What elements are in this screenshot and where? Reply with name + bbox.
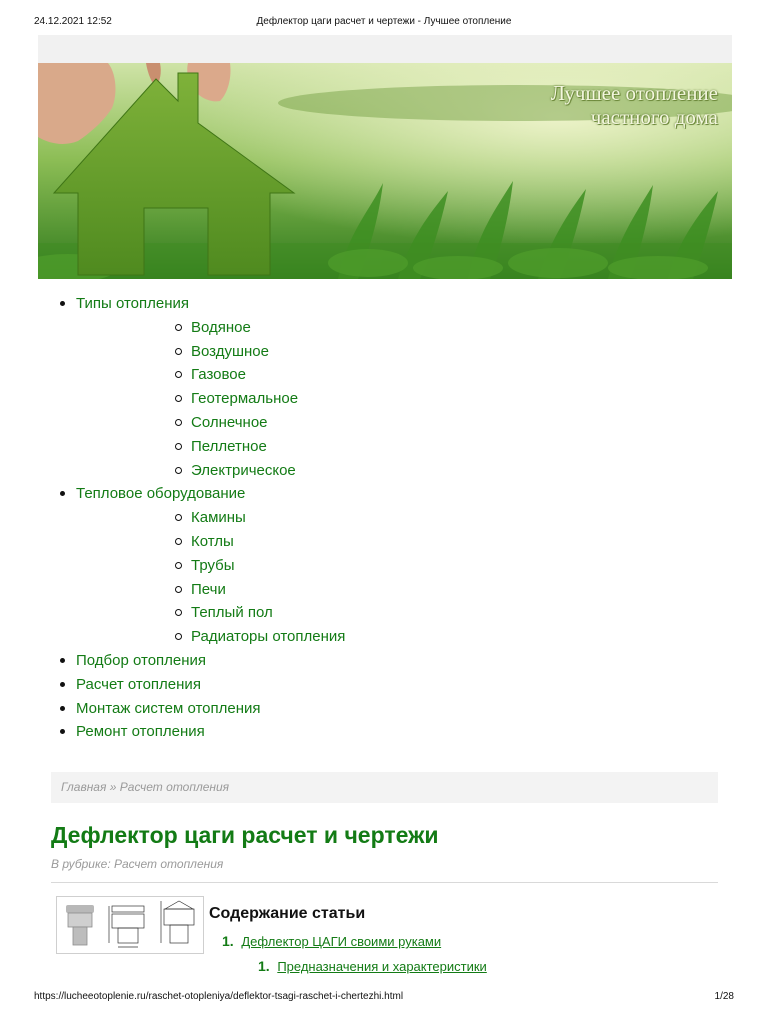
submenu-item xyxy=(76,435,768,459)
circle-bullet-icon xyxy=(175,467,182,474)
circle-bullet-icon xyxy=(175,562,182,569)
submenu-link-gas[interactable]: Газовое xyxy=(191,366,246,384)
article-thumbnail[interactable] xyxy=(56,896,204,954)
submenu-item xyxy=(76,459,768,483)
article-rubric xyxy=(51,857,223,871)
banner-title xyxy=(551,81,718,129)
bullet-icon xyxy=(60,682,65,687)
circle-bullet-icon xyxy=(175,514,182,521)
print-footer xyxy=(34,991,734,1005)
circle-bullet-icon xyxy=(175,324,182,331)
circle-bullet-icon xyxy=(175,443,182,450)
submenu-link-boilers[interactable]: Котлы xyxy=(191,532,234,550)
bullet-icon xyxy=(60,706,65,711)
rubric-prefix: В рубрике: xyxy=(51,857,111,871)
submenu-item xyxy=(76,316,768,340)
menu-item-types xyxy=(0,292,768,482)
print-page-number: 1/28 xyxy=(714,991,734,1002)
submenu-item xyxy=(76,625,768,649)
submenu-link-fireplaces[interactable]: Камины xyxy=(191,509,246,527)
menu-link-equipment[interactable]: Тепловое оборудование xyxy=(76,485,246,503)
circle-bullet-icon xyxy=(175,586,182,593)
circle-bullet-icon xyxy=(175,609,182,616)
print-header xyxy=(34,16,734,30)
submenu-item xyxy=(76,578,768,602)
circle-bullet-icon xyxy=(175,371,182,378)
submenu-item xyxy=(76,530,768,554)
top-bar xyxy=(38,35,732,63)
rubric-link[interactable]: Расчет отопления xyxy=(114,857,224,871)
bullet-icon xyxy=(60,491,65,496)
toc-title: Содержание статьи xyxy=(209,905,366,922)
header-banner[interactable] xyxy=(38,63,732,279)
divider xyxy=(51,882,718,883)
submenu-item xyxy=(76,601,768,625)
circle-bullet-icon xyxy=(175,538,182,545)
print-date: 24.12.2021 12:52 xyxy=(34,16,112,27)
menu-link-installation[interactable]: Монтаж систем отопления xyxy=(76,699,261,717)
submenu-link-radiators[interactable]: Радиаторы отопления xyxy=(191,628,346,646)
print-url: https://lucheeotoplenie.ru/raschet-otopleniya/deflektor-tsagi-raschet-i-chertezhi.html xyxy=(34,991,404,1002)
breadcrumb xyxy=(51,772,718,803)
toc-item xyxy=(222,933,441,949)
submenu-link-geothermal[interactable]: Геотермальное xyxy=(191,390,299,408)
page-title: Дефлектор цаги расчет и чертежи xyxy=(51,822,439,848)
submenu-link-stoves[interactable]: Печи xyxy=(191,580,226,598)
submenu-item xyxy=(76,387,768,411)
main-menu xyxy=(0,292,768,744)
submenu-link-pellet[interactable]: Пеллетное xyxy=(191,437,267,455)
bullet-icon xyxy=(60,658,65,663)
deflector-drawing-image xyxy=(57,897,203,953)
menu-item-repair xyxy=(0,720,768,744)
breadcrumb-current[interactable]: Расчет отопления xyxy=(119,780,230,794)
print-title: Дефлектор цаги расчет и чертежи - Лучшее отопление xyxy=(256,16,512,27)
menu-link-types[interactable]: Типы отопления xyxy=(76,295,190,312)
menu-item-calculation xyxy=(0,673,768,697)
circle-bullet-icon xyxy=(175,633,182,640)
submenu-item xyxy=(76,363,768,387)
breadcrumb-home[interactable]: Главная xyxy=(61,780,107,794)
toc-subitem xyxy=(258,958,487,974)
submenu-link-warm-floor[interactable]: Теплый пол xyxy=(191,604,273,622)
submenu-item xyxy=(76,554,768,578)
circle-bullet-icon xyxy=(175,395,182,402)
toc-item-number: 1. xyxy=(222,933,234,949)
banner-title-line2: частного дома xyxy=(590,105,718,129)
breadcrumb-separator: » xyxy=(109,780,117,794)
submenu-item xyxy=(76,340,768,364)
toc-link-diy-deflector[interactable]: Дефлектор ЦАГИ своими руками xyxy=(241,934,442,949)
bullet-icon xyxy=(60,729,65,734)
banner-title-line1: Лучшее отопление xyxy=(550,81,718,105)
menu-link-repair[interactable]: Ремонт отопления xyxy=(76,723,205,741)
menu-item-installation xyxy=(0,697,768,721)
submenu-link-air[interactable]: Воздушное xyxy=(191,342,269,360)
toc-subitem-number: 1. xyxy=(258,958,270,974)
menu-item-equipment xyxy=(0,482,768,649)
submenu-item xyxy=(76,506,768,530)
submenu-link-pipes[interactable]: Трубы xyxy=(191,556,235,574)
menu-link-selection[interactable]: Подбор отопления xyxy=(76,651,207,669)
submenu-link-electric[interactable]: Электрическое xyxy=(191,461,296,479)
circle-bullet-icon xyxy=(175,419,182,426)
submenu-link-solar[interactable]: Солнечное xyxy=(191,413,268,431)
submenu-item xyxy=(76,411,768,435)
circle-bullet-icon xyxy=(175,348,182,355)
bullet-icon xyxy=(60,301,65,306)
toc-link-purpose[interactable]: Предназначения и характеристики xyxy=(277,959,487,974)
submenu-link-water[interactable]: Водяное xyxy=(191,318,251,336)
menu-link-calculation[interactable]: Расчет отопления xyxy=(76,675,201,693)
menu-item-selection xyxy=(0,649,768,673)
